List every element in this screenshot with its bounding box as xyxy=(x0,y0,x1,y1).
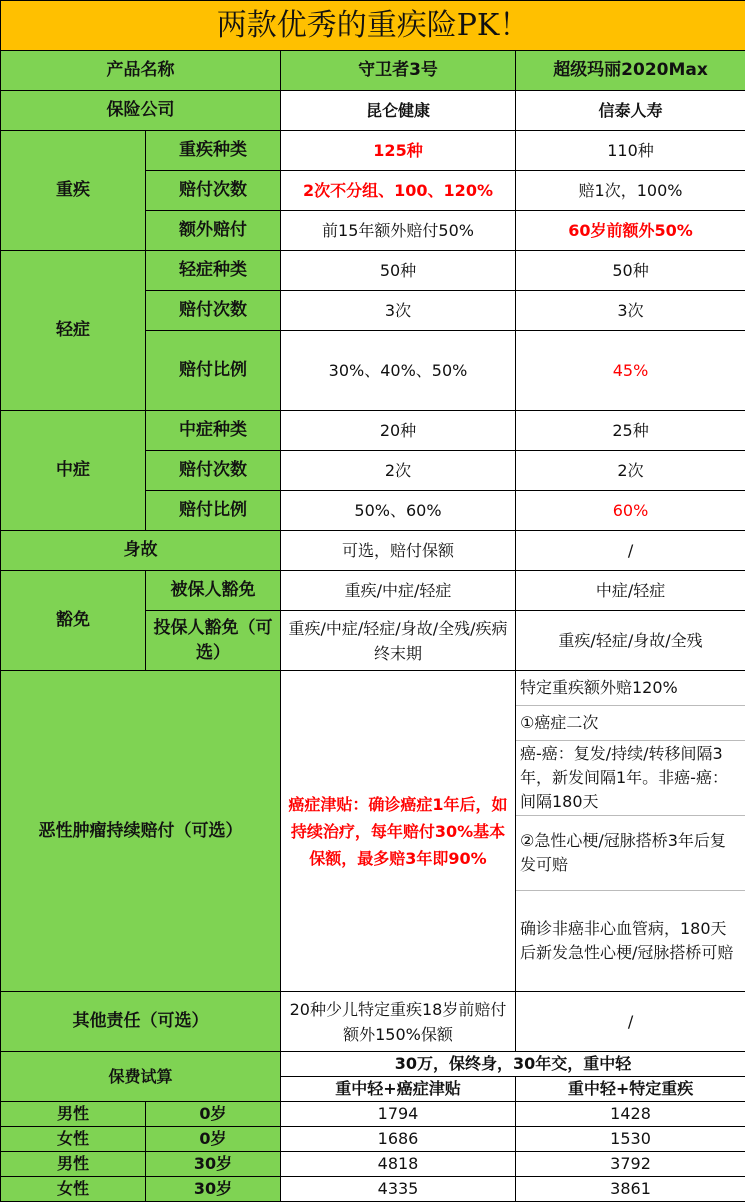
cell-p1: 重疾/中症/轻症/身故/全残/疾病终末期 xyxy=(281,611,516,671)
cell-p2: 110种 xyxy=(516,131,745,171)
row-label: 被保人豁免 xyxy=(146,571,281,611)
row-label: 重疾种类 xyxy=(146,131,281,171)
critical-label: 重疾 xyxy=(1,131,146,251)
sub-item: ①癌症二次 xyxy=(516,706,745,741)
age: 0岁 xyxy=(146,1102,281,1127)
cell-p1: 50种 xyxy=(281,251,516,291)
row-label: 中症种类 xyxy=(146,411,281,451)
company-label: 保险公司 xyxy=(1,91,281,131)
premium-label: 保费试算 xyxy=(1,1052,281,1102)
cell-p2: / xyxy=(516,992,745,1052)
cell-p2: 60岁前额外50% xyxy=(516,211,745,251)
row-label: 赔付次数 xyxy=(146,291,281,331)
page-title: 两款优秀的重疾险PK！ xyxy=(1,1,745,51)
row-label: 赔付次数 xyxy=(146,451,281,491)
cell-p2: 25种 xyxy=(516,411,745,451)
cell-p2: 重疾/轻症/身故/全残 xyxy=(516,611,745,671)
cell-p2: 50种 xyxy=(516,251,745,291)
row-label: 赔付次数 xyxy=(146,171,281,211)
cell-p1: 癌症津贴：确诊癌症1年后，如持续治疗，每年赔付30%基本保额，最多赔3年即90% xyxy=(281,671,516,992)
cell-p1: 2次 xyxy=(281,451,516,491)
cell-p1: 30%、40%、50% xyxy=(281,331,516,411)
cell-p1: 50%、60% xyxy=(281,491,516,531)
cell-p2 xyxy=(516,671,745,992)
row-label: 投保人豁免（可选） xyxy=(146,611,281,671)
sub-item: 特定重疾额外赔120% xyxy=(516,671,745,706)
p2-plan: 重中轻+特定重疾 xyxy=(516,1077,745,1102)
cell-p1: 20种少儿特定重疾18岁前赔付额外150%保额 xyxy=(281,992,516,1052)
gender: 女性 xyxy=(1,1127,146,1152)
moderate-label: 中症 xyxy=(1,411,146,531)
cell-p2: 45% xyxy=(516,331,745,411)
row-label: 轻症种类 xyxy=(146,251,281,291)
cell-p1: 125种 xyxy=(281,131,516,171)
death-label: 身故 xyxy=(1,531,281,571)
premium-p1: 4335 xyxy=(281,1177,516,1202)
premium-p1: 1686 xyxy=(281,1127,516,1152)
premium-p1: 1794 xyxy=(281,1102,516,1127)
row-label: 赔付比例 xyxy=(146,491,281,531)
cell-p1: 20种 xyxy=(281,411,516,451)
age: 30岁 xyxy=(146,1152,281,1177)
product-2-name: 超级玛丽2020Max xyxy=(516,51,745,91)
row-label: 额外赔付 xyxy=(146,211,281,251)
cell-p2: 赔1次，100% xyxy=(516,171,745,211)
row-label: 赔付比例 xyxy=(146,331,281,411)
product-name-label: 产品名称 xyxy=(1,51,281,91)
sub-item: 确诊非癌非心血管病，180天后新发急性心梗/冠脉搭桥可赔 xyxy=(520,919,734,962)
premium-p2: 3792 xyxy=(516,1152,745,1177)
mild-label: 轻症 xyxy=(1,251,146,411)
premium-p1: 4818 xyxy=(281,1152,516,1177)
premium-p2: 1428 xyxy=(516,1102,745,1127)
cell-p1: 前15年额外赔付50% xyxy=(281,211,516,251)
gender: 男性 xyxy=(1,1152,146,1177)
cell-p2: 2次 xyxy=(516,451,745,491)
cell-p2: 60% xyxy=(516,491,745,531)
age: 30岁 xyxy=(146,1177,281,1202)
premium-condition: 30万，保终身，30年交，重中轻 xyxy=(281,1052,745,1077)
product-1-name: 守卫者3号 xyxy=(281,51,516,91)
sub-item: ②急性心梗/冠脉搭桥3年后复发可赔 xyxy=(516,816,745,891)
p1-plan: 重中轻+癌症津贴 xyxy=(281,1077,516,1102)
cell-p1: 2次不分组、100、120% xyxy=(281,171,516,211)
cell-p1: 3次 xyxy=(281,291,516,331)
gender: 男性 xyxy=(1,1102,146,1127)
cell-p2: / xyxy=(516,531,745,571)
cell-p2: 中症/轻症 xyxy=(516,571,745,611)
product-2-company: 信泰人寿 xyxy=(516,91,745,131)
other-label: 其他责任（可选） xyxy=(1,992,281,1052)
premium-p2: 1530 xyxy=(516,1127,745,1152)
cell-p1: 可选，赔付保额 xyxy=(281,531,516,571)
premium-p2: 3861 xyxy=(516,1177,745,1202)
malignant-label: 恶性肿瘤持续赔付（可选） xyxy=(1,671,281,992)
cell-p1: 重疾/中症/轻症 xyxy=(281,571,516,611)
cell-p2: 3次 xyxy=(516,291,745,331)
age: 0岁 xyxy=(146,1127,281,1152)
product-1-company: 昆仑健康 xyxy=(281,91,516,131)
sub-item: 癌-癌：复发/持续/转移间隔3年，新发间隔1年。非癌-癌：间隔180天 xyxy=(516,741,745,816)
waiver-label: 豁免 xyxy=(1,571,146,671)
gender: 女性 xyxy=(1,1177,146,1202)
